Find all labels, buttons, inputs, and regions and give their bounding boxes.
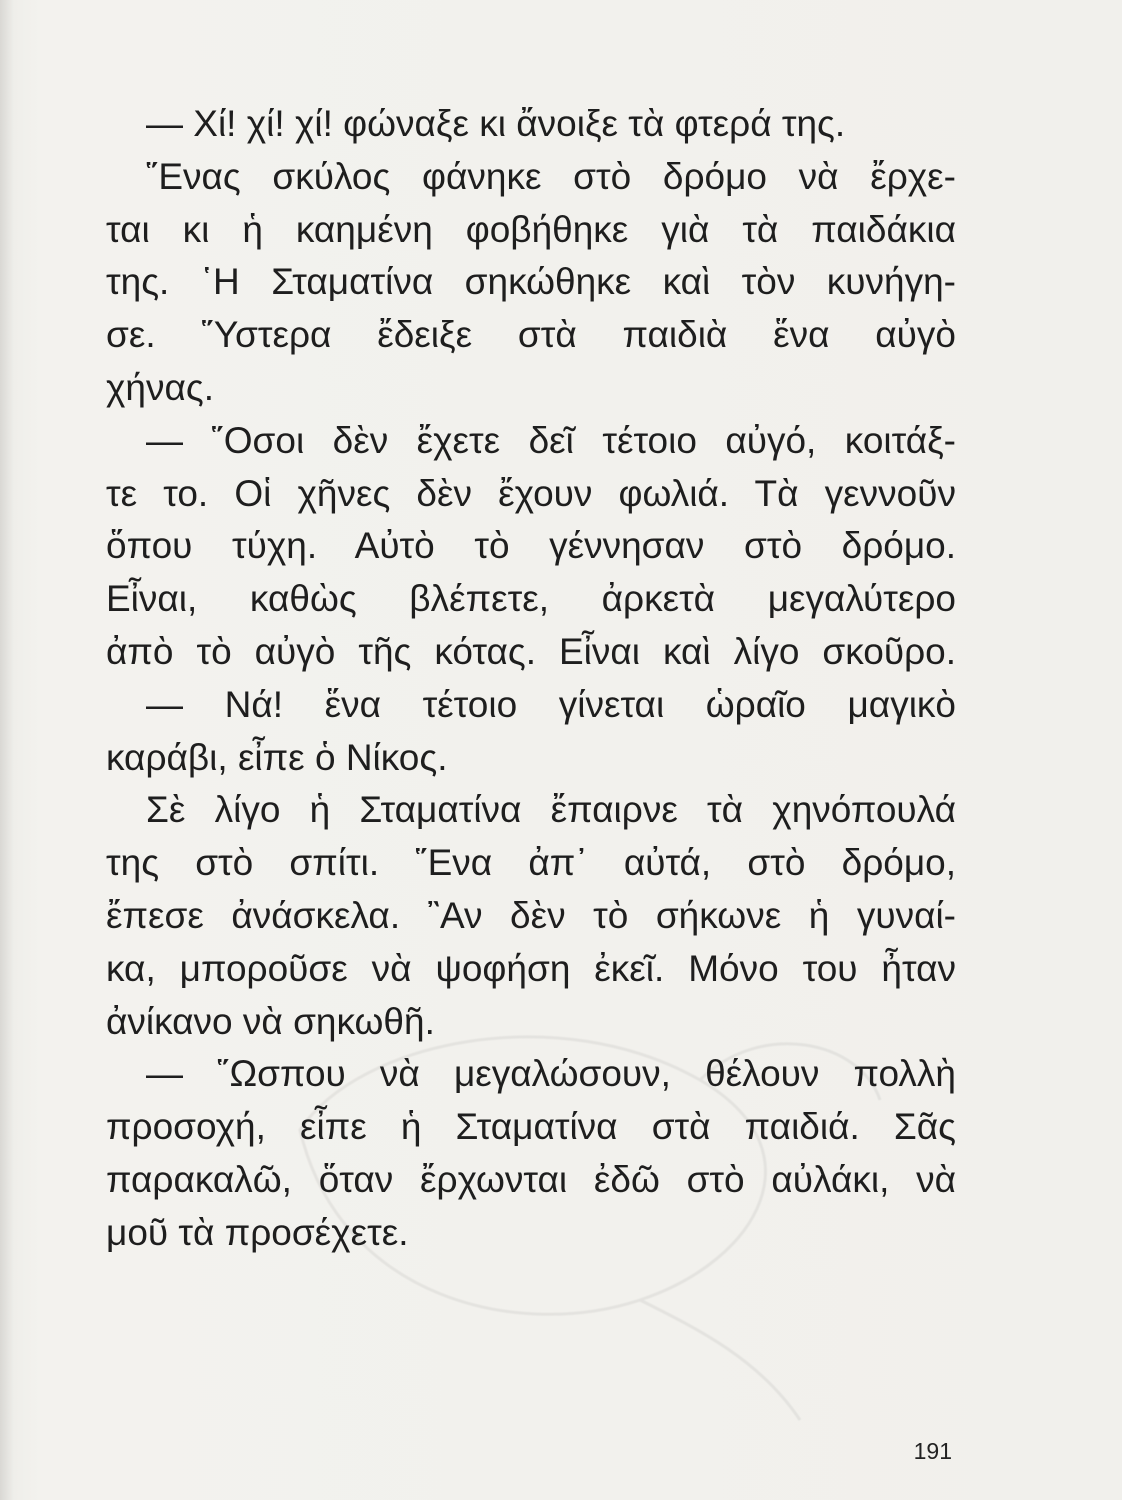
text-line: της στὸ σπίτι. ῞Ενα ἀπ᾽ αὐτά, στὸ δρόμο, <box>106 842 956 884</box>
text-line: μοῦ τὰ προσέχετε. <box>106 1211 409 1253</box>
text-line: χήνας. <box>106 366 215 408</box>
text-line: ἔπεσε ἀνάσκελα. ῍Αν δὲν τὸ σήκωνε ἡ γυναί- <box>106 894 956 936</box>
text-line: ται κι ἡ καημένη φοβήθηκε γιὰ τὰ παιδάκια <box>106 208 956 250</box>
text-line: Σὲ λίγο ἡ Σταματίνα ἔπαιρνε τὰ χηνόπουλά <box>146 789 956 831</box>
text-line: — Νά! ἕνα τέτοιο γίνεται ὡραῖο μαγικὸ <box>146 683 956 725</box>
text-line: — Χί! χί! χί! φώναξε κι ἄνοιξε τὰ φτερά της. <box>146 103 846 144</box>
text-line: — ῞Ωσπου νὰ μεγαλώσουν, θέλουν πολλὴ <box>146 1053 956 1095</box>
text-line: σε. ῞Υστερα ἔδειξε στὰ παιδιὰ ἕνα αὐγὸ <box>106 314 956 356</box>
text-line: κα, μποροῦσε νὰ ψοφήση ἐκεῖ. Μόνο του ἦταν <box>106 947 956 989</box>
page-number: 191 <box>913 1438 952 1464</box>
text-line: ἀνίκανο νὰ σηκωθῆ. <box>106 1000 435 1042</box>
text-line: της. ῾Η Σταματίνα σηκώθηκε καὶ τὸν κυνήγη- <box>106 261 956 303</box>
text-line: προσοχή, εἶπε ἡ Σταματίνα στὰ παιδιά. Σᾶς <box>106 1106 956 1148</box>
text-line: παρακαλῶ, ὅταν ἔρχωνται ἐδῶ στὸ αὐλάκι, νὰ <box>106 1158 956 1200</box>
text-line: — ῞Οσοι δὲν ἔχετε δεῖ τέτοιο αὐγό, κοιτάξ- <box>146 419 956 461</box>
text-line: καράβι, εἶπε ὁ Νίκος. <box>106 736 448 778</box>
text-line: τε το. Οἱ χῆνες δὲν ἔχουν φωλιά. Τὰ γεννοῦν <box>106 472 956 514</box>
text-line: Εἶναι, καθὼς βλέπετε, ἀρκετὰ μεγαλύτερο <box>106 578 956 620</box>
text-line: ὅπου τύχη. Αὐτὸ τὸ γέννησαν στὸ δρόμο. <box>106 525 956 567</box>
text-line: ἀπὸ τὸ αὐγὸ τῆς κότας. Εἶναι καὶ λίγο σκοῦρο. <box>106 630 956 672</box>
text-line: ῞Ενας σκύλος φάνηκε στὸ δρόμο νὰ ἔρχε- <box>146 155 956 197</box>
body-text <box>106 98 956 1260</box>
